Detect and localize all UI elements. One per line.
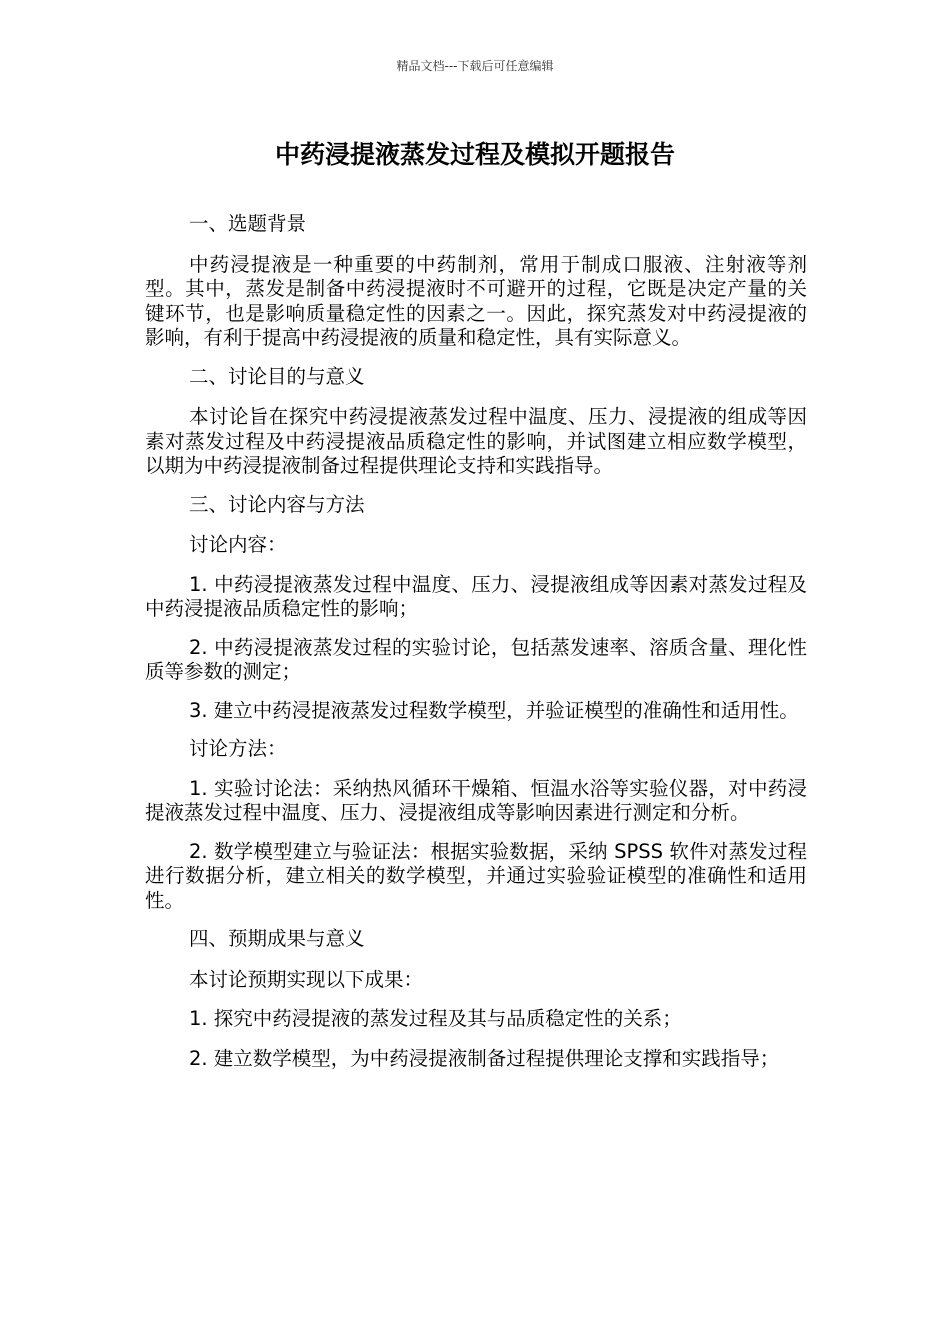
list-item-outcome-1: 1. 探究中药浸提液的蒸发过程及其与品质稳定性的关系；: [189, 1007, 682, 1030]
header-note: 精品文档---下载后可任意编辑: [396, 59, 554, 73]
document-title: 中药浸提液蒸发过程及模拟开题报告: [274, 140, 675, 169]
section-heading-outcomes: 四、预期成果与意义: [189, 927, 365, 950]
section-heading-content-method: 三、讨论内容与方法: [189, 492, 365, 516]
section-heading-background: 一、选题背景: [189, 212, 307, 235]
list-item-content-1: 1. 中药浸提液蒸发过程中温度、压力、浸提液组成等因素对蒸发过程及中药浸提液品质稳定性的影响；: [145, 572, 807, 620]
list-item-method-1: 1. 实验讨论法：采纳热风循环干燥箱、恒温水浴等实验仪器，对中药浸提液蒸发过程中温度、压力、浸提液组成等影响因素进行测定和分析。: [145, 776, 807, 824]
paragraph-background: 中药浸提液是一种重要的中药制剂，常用于制成口服液、注射液等剂型。其中，蒸发是制备中药浸提液时不可避开的过程，它既是决定产量的关键环节，也是影响质量稳定性的因素之一。因此，探究蒸发对中药浸提液的影响，有利于提高中药浸提液的质量和稳定性，具有实际意义。: [145, 252, 807, 349]
document-body: [145, 212, 807, 1086]
list-item-content-3: 3. 建立中药浸提液蒸发过程数学模型，并验证模型的准确性和适用性。: [189, 698, 799, 722]
section-heading-purpose: 二、讨论目的与意义: [189, 364, 365, 388]
list-item-outcome-2: 2. 建立数学模型，为中药浸提液制备过程提供理论支撑和实践指导；: [189, 1046, 780, 1070]
paragraph-purpose: 本讨论旨在探究中药浸提液蒸发过程中温度、压力、浸提液的组成等因素对蒸发过程及中药浸提液品质稳定性的影响，并试图建立相应数学模型，以期为中药浸提液制备过程提供理论支持和实践指导。: [145, 405, 807, 477]
paragraph-outcomes-intro: 本讨论预期实现以下成果：: [189, 967, 424, 991]
subheading-method: 讨论方法：: [189, 737, 287, 760]
list-item-method-2: 2. 数学模型建立与验证法：根据实验数据，采纳 SPSS 软件对蒸发过程进行数据分析，建立相关的数学模型，并通过实验验证模型的准确性和适用性。: [145, 839, 807, 912]
list-item-content-2: 2. 中药浸提液蒸发过程的实验讨论，包括蒸发速率、溶质含量、理化性质等参数的测定；: [145, 635, 807, 683]
subheading-content: 讨论内容：: [189, 533, 287, 556]
